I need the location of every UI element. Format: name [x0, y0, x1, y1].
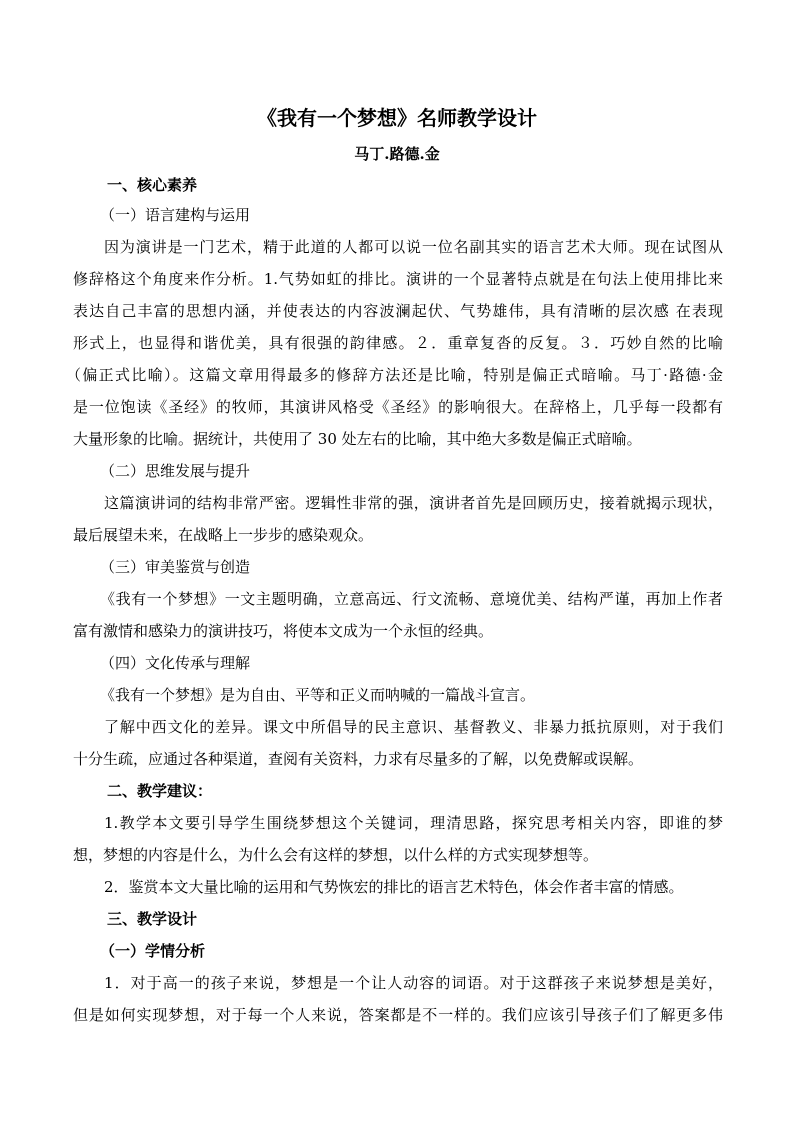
paragraph-line: 十分生疏，应通过各种渠道，查阅有关资料，力求有尽量多的了解，以免费解或误解。	[73, 750, 644, 768]
paragraph-line: 2．鉴赏本文大量比喻的运用和气势恢宏的排比的语言艺术特色，体会作者丰富的情感。	[104, 878, 684, 896]
paragraph-line: （偏正式比喻）。这篇文章用得最多的修辞方法还是比喻，特别是偏正式暗喻。马丁·路德·金	[66, 366, 723, 384]
subsection-heading-thinking: （二）思维发展与提升	[100, 462, 251, 480]
paragraph-line: 修辞格这个角度来作分析。1.气势如虹的排比。演讲的一个显著特点就是在句法上使用排比来	[73, 270, 723, 288]
paragraph-line: 想，梦想的内容是什么，为什么会有这样的梦想，以什么样的方式实现梦想等。	[73, 846, 599, 864]
paragraph-line: 《我有一个梦想》一文主题明确，立意高远、行文流畅、意境优美、结构严谨，再加上作者	[100, 590, 723, 608]
subsection-heading-language: （一）语言建构与运用	[100, 206, 251, 224]
subsection-heading-aesthetics: （三）审美鉴赏与创造	[100, 558, 251, 576]
paragraph-line: 表达自己丰富的思想内涵，并使表达的内容波澜起伏、气势雄伟，具有清晰的层次感 在表现	[73, 302, 723, 320]
paragraph-line: 是一位饱读《圣经》的牧师，其演讲风格受《圣经》的影响很大。在辞格上，几乎每一段都有	[73, 398, 723, 416]
section-heading-core-literacy: 一、核心素养	[107, 176, 198, 194]
paragraph-line: 形式上，也显得和谐优美，具有很强的韵律感。２．重章复沓的反复。３．巧妙自然的比喻	[73, 334, 723, 352]
subsection-heading-learner-analysis: （一）学情分析	[100, 942, 206, 960]
document-title: 《我有一个梦想》名师教学设计	[257, 106, 537, 130]
paragraph-line: 1.教学本文要引导学生围绕梦想这个关键词，理清思路，探究思考相关内容，即谁的梦	[104, 814, 723, 832]
section-heading-teaching-advice: 二、教学建议：	[107, 782, 213, 800]
section-heading-teaching-design: 三、教学设计	[107, 910, 198, 928]
paragraph-line: 但是如何实现梦想，对于每一个人来说，答案都是不一样的。我们应该引导孩子们了解更多伟	[73, 1006, 723, 1024]
paragraph-line: 这篇演讲词的结构非常严密。逻辑性非常的强，演讲者首先是回顾历史，接着就揭示现状，	[104, 494, 723, 512]
paragraph-line: 大量形象的比喻。据统计，共使用了 30 处左右的比喻，其中绝大多数是偏正式暗喻。	[73, 430, 642, 448]
document-author: 马丁.路德.金	[354, 145, 440, 163]
paragraph-line: 因为演讲是一门艺术，精于此道的人都可以说一位名副其实的语言艺术大师。现在试图从	[104, 238, 723, 256]
subsection-heading-culture: （四）文化传承与理解	[100, 654, 251, 672]
paragraph-line: 《我有一个梦想》是为自由、平等和正义而呐喊的一篇战斗宣言。	[100, 686, 536, 704]
paragraph-line: 富有激情和感染力的演讲技巧，将使本文成为一个永恒的经典。	[73, 622, 494, 640]
paragraph-line: 最后展望未来，在战略上一步步的感染观众。	[73, 526, 374, 544]
paragraph-line: 1．对于高一的孩子来说，梦想是一个让人动容的词语。对于这群孩子来说梦想是美好，	[104, 974, 723, 992]
paragraph-line: 了解中西文化的差异。课文中所倡导的民主意识、基督教义、非暴力抵抗原则，对于我们	[104, 718, 723, 736]
